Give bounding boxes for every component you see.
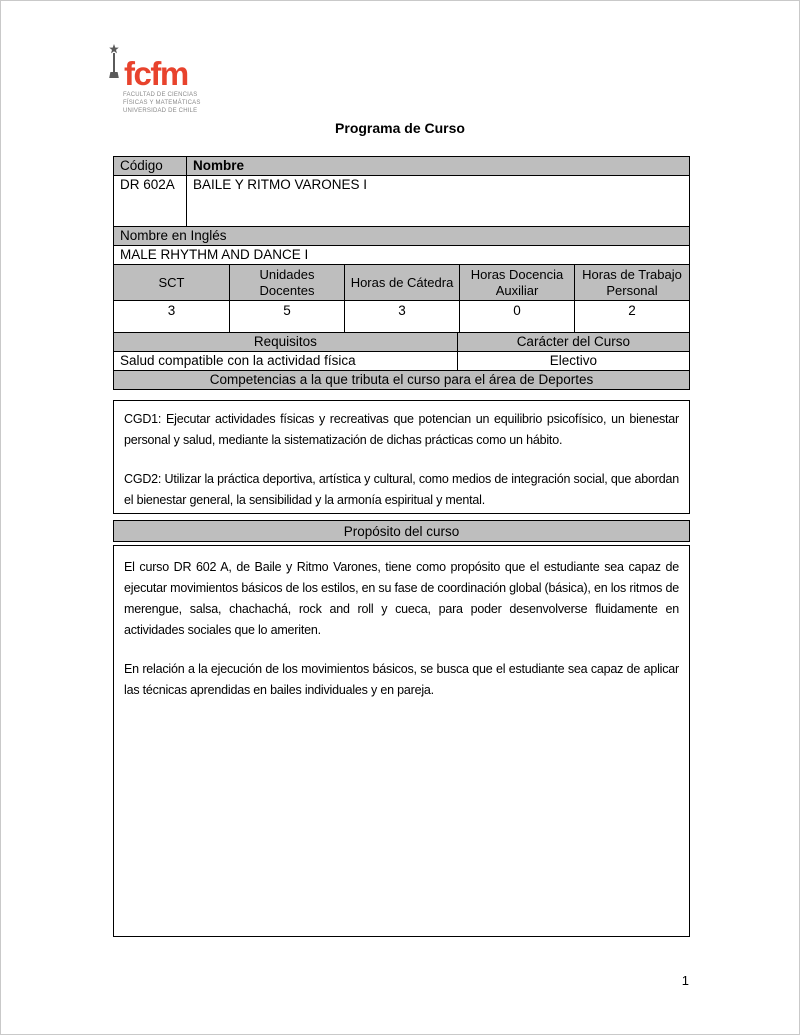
nombre-ingles-label: Nombre en Inglés bbox=[120, 228, 227, 243]
table-row-codigo-header bbox=[113, 156, 690, 176]
competencias-section bbox=[113, 400, 690, 514]
caracter-value: Electivo bbox=[457, 352, 689, 370]
nombre-ingles-value: MALE RHYTHM AND DANCE I bbox=[120, 247, 309, 262]
competencias-paragraph-cgd1: CGD1: Ejecutar actividades físicas y recreativas que potencian un equilibrio psicofísico, un bienestar personal y salud, mediante la sistematización de dichas prácticas como un hábito. bbox=[124, 412, 679, 447]
proposito-header: Propósito del curso bbox=[113, 520, 690, 542]
requisitos-value: Salud compatible con la actividad física bbox=[120, 353, 356, 368]
credit-value-sct: 3 bbox=[167, 303, 176, 318]
logo-wordmark: fcfm bbox=[124, 54, 188, 92]
proposito-paragraph-2: En relación a la ejecución de los movimientos básicos, se busca que el estudiante sea capaz de aplicar las técnicas aprendidas en bailes individuales y en pareja. bbox=[124, 662, 679, 697]
logo-subtext-line: FÍSICAS Y MATEMÁTICAS bbox=[123, 99, 201, 106]
credit-header-unidades-docentes: Unidades Docentes bbox=[229, 265, 344, 300]
competencias-header: Competencias a la que tributa el curso para el área de Deportes bbox=[209, 372, 594, 387]
caracter-label: Carácter del Curso bbox=[457, 333, 689, 351]
credit-header-horas-catedra: Horas de Cátedra bbox=[344, 265, 459, 300]
table-row-competencias-header bbox=[113, 370, 690, 390]
table-row-requisitos-header bbox=[113, 332, 690, 352]
table-row-nombre-ingles-header bbox=[113, 226, 690, 246]
nombre-value: BAILE Y RITMO VARONES I bbox=[186, 176, 689, 226]
table-row-codigo-value bbox=[113, 175, 690, 227]
logo-subtext bbox=[107, 92, 201, 115]
credit-value-horas-catedra: 3 bbox=[344, 301, 459, 332]
fcfm-logo bbox=[107, 43, 201, 115]
table-row-credit-values bbox=[113, 300, 690, 333]
requisitos-label: Requisitos bbox=[253, 334, 317, 349]
course-table bbox=[113, 156, 690, 937]
credit-header-sct: SCT bbox=[158, 274, 185, 290]
codigo-label: Código bbox=[120, 158, 163, 173]
proposito-section bbox=[113, 545, 690, 937]
nombre-label: Nombre bbox=[186, 157, 689, 175]
table-row-requisitos-value bbox=[113, 351, 690, 371]
credit-header-horas-docencia-auxiliar: Horas Docencia Auxiliar bbox=[459, 265, 574, 300]
credit-value-horas-docencia-auxiliar: 0 bbox=[459, 301, 574, 332]
document-title: Programa de Curso bbox=[335, 120, 465, 136]
table-row-nombre-ingles-value bbox=[113, 245, 690, 265]
credit-header-horas-trabajo-personal: Horas de Trabajo Personal bbox=[574, 265, 689, 300]
page-number: 1 bbox=[681, 973, 689, 988]
university-emblem-icon bbox=[107, 43, 121, 88]
credit-value-horas-trabajo-personal: 2 bbox=[574, 301, 689, 332]
logo-subtext-line: FACULTAD DE CIENCIAS bbox=[123, 92, 198, 98]
credit-value-unidades-docentes: 5 bbox=[229, 301, 344, 332]
table-row-credit-headers bbox=[113, 264, 690, 301]
codigo-value: DR 602A bbox=[120, 177, 175, 192]
competencias-paragraph-cgd2: CGD2: Utilizar la práctica deportiva, artística y cultural, como medios de integración social, que abordan el bienestar general, la sensibilidad y la armonía espiritual y mental. bbox=[124, 472, 679, 507]
proposito-paragraph-1: El curso DR 602 A, de Baile y Ritmo Varones, tiene como propósito que el estudiante sea capaz de ejecutar movimientos básicos de los estilos, en su fase de coordinación global (básica), en los ritmos de merengue, salsa, chachachá, rock and roll y cueca, para poder desenvolverse fluidamente en actividades sociales que lo ameriten. bbox=[124, 560, 679, 637]
logo-subtext-line: UNIVERSIDAD DE CHILE bbox=[123, 107, 198, 114]
